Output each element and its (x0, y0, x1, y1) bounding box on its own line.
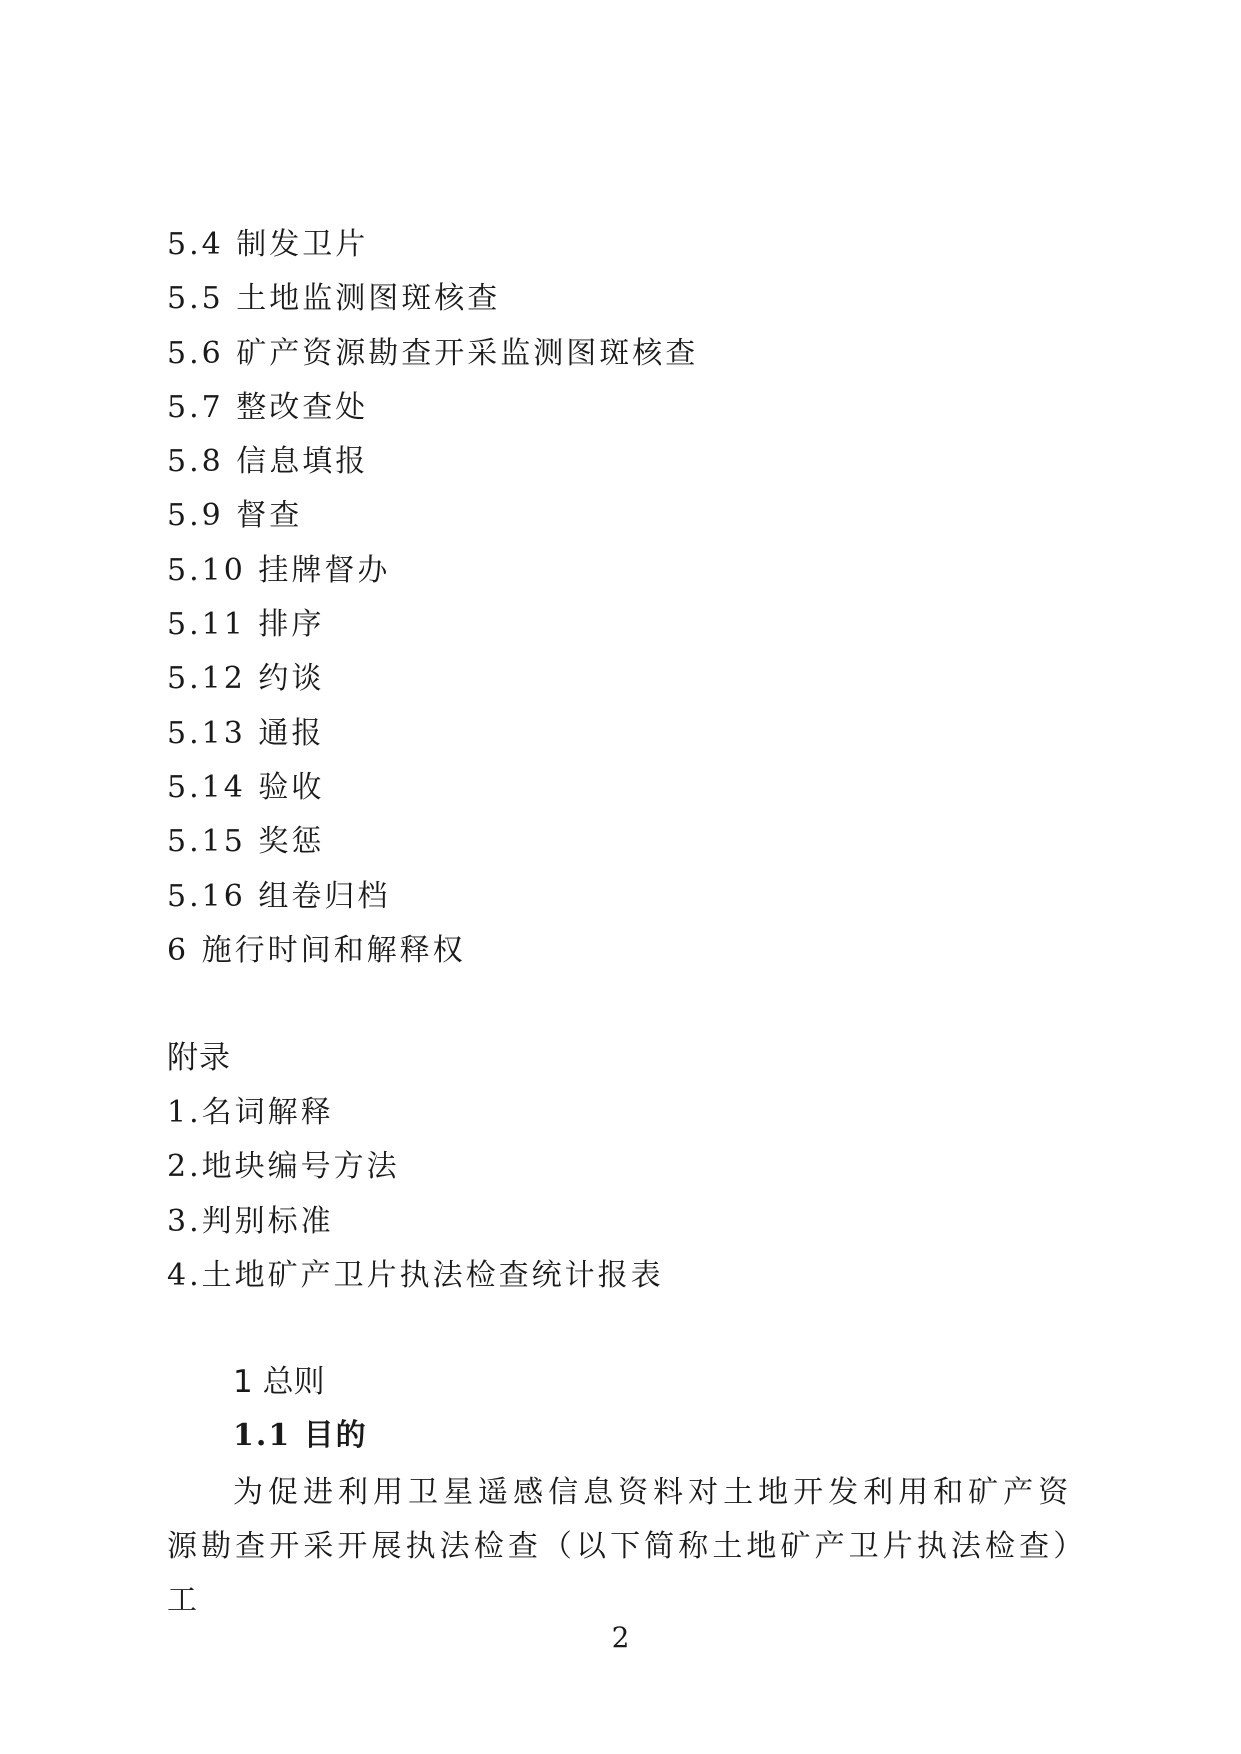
appendix-section (167, 1030, 1067, 1303)
table-of-contents (167, 218, 1067, 978)
toc-item: 5.13 通报 (167, 715, 325, 751)
toc-item: 5.16 组卷归档 (167, 878, 391, 914)
toc-item: 5.7 整改查处 (167, 389, 369, 425)
toc-item: 5.5 土地监测图斑核查 (167, 281, 501, 317)
page-number: 2 (611, 1621, 630, 1654)
toc-item: 5.8 信息填报 (167, 444, 369, 480)
appendix-item: 4.土地矿产卫片执法检查统计报表 (167, 1257, 664, 1293)
appendix-item: 3.判别标准 (167, 1203, 334, 1239)
toc-item: 5.4 制发卫片 (167, 227, 369, 262)
toc-item: 5.12 约谈 (167, 661, 325, 697)
toc-item: 5.15 奖惩 (167, 824, 325, 860)
toc-item: 5.10 挂牌督办 (167, 552, 391, 588)
appendix-title: 附录 (167, 1040, 231, 1076)
body-paragraph: 为促进利用卫星遥感信息资料对土地开发利用和矿产资源勘查开采开展执法检查（以下简称土地矿产卫片执法检查）工 (167, 1475, 1072, 1618)
toc-item: 5.6 矿产资源勘查开采监测图斑核查 (167, 335, 699, 371)
appendix-item: 1.名词解释 (167, 1095, 334, 1130)
toc-item: 6 施行时间和解释权 (167, 932, 466, 968)
toc-item: 5.9 督查 (167, 498, 303, 534)
appendix-item: 2.地块编号方法 (167, 1149, 400, 1185)
subsection-heading: 1.1 目的 (233, 1418, 368, 1453)
toc-item: 5.14 验收 (167, 769, 325, 805)
toc-item: 5.11 排序 (167, 607, 325, 643)
section-heading: 1 总则 (233, 1364, 325, 1400)
